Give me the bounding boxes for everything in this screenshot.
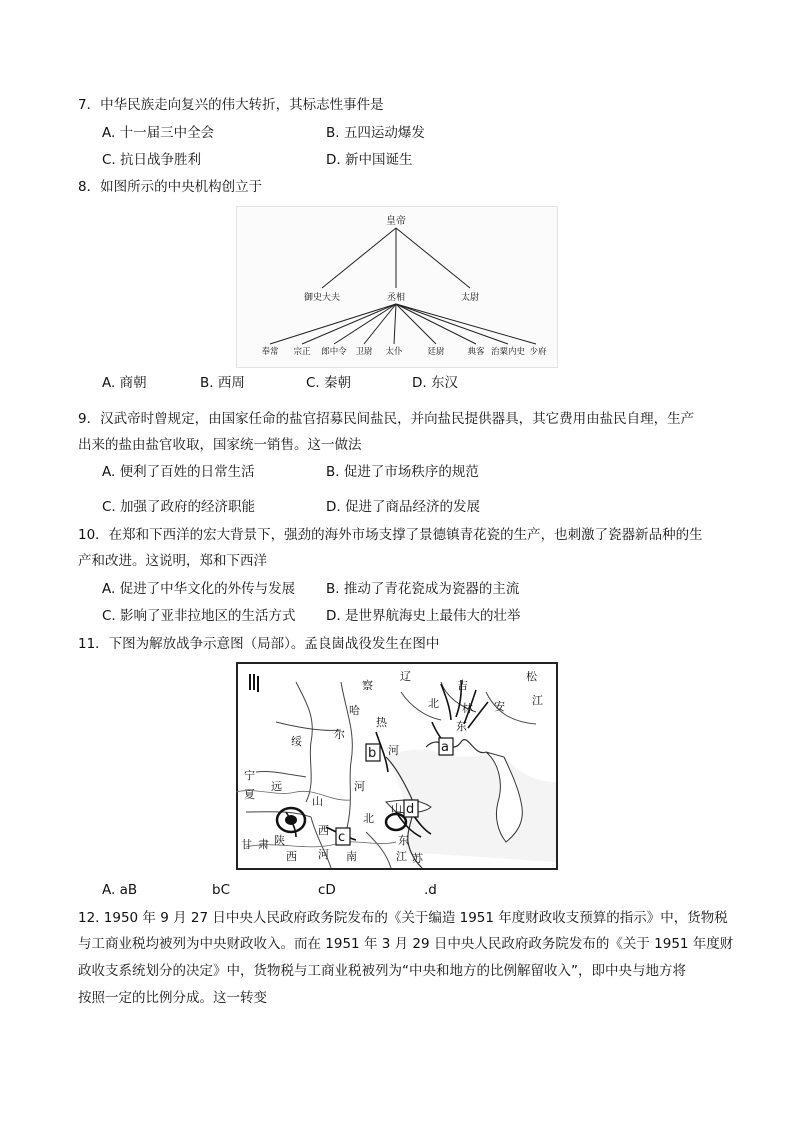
q9-option-b[interactable]: B. 促进了市场秩序的规范 <box>326 464 479 480</box>
map-marker-c: c <box>338 830 346 845</box>
question-7-stem: 7．中华民族走向复兴的伟大转折，其标志性事件是 <box>78 97 384 113</box>
map-label-he3: 河 <box>318 848 329 861</box>
question-12-line1: 12. 1950 年 9 月 27 日中央人民政府政务院发布的《关于编造 1951 年度财政收支预算的指示》中，货物税 <box>78 910 728 926</box>
question-10-stem-line1: 10．在郑和下西洋的宏大背景下，强劲的海外市场支撑了景德镇青花瓷的生产，也刺激了瓷器新品种的生 <box>78 527 703 543</box>
map-label-jiang2: 江 <box>396 850 407 863</box>
map-label-he1: 河 <box>354 780 365 793</box>
diagram-minister-4: 卫尉 <box>355 347 373 357</box>
q10-option-d[interactable]: D. 是世界航海史上最伟大的壮举 <box>326 608 521 624</box>
q11-option-c[interactable]: cD <box>318 882 336 898</box>
diagram-minister-8: 治粟内史 <box>490 347 526 357</box>
q11-option-a[interactable]: A. aB <box>102 882 138 898</box>
diagram-minister-1: 奉常 <box>261 347 279 357</box>
map-label-gan: 甘 <box>241 838 252 851</box>
map-label-song: 松 <box>526 670 537 683</box>
q7-option-b[interactable]: B. 五四运动爆发 <box>326 125 425 141</box>
map-label-sui: 绥 <box>291 735 302 748</box>
map-label-dong2: 东 <box>398 834 409 847</box>
map-marker-d: d <box>406 802 415 817</box>
diagram-censor: 御史大夫 <box>303 293 341 303</box>
question-12-line4: 按照一定的比例分成。这一转变 <box>78 990 267 1006</box>
question-12-line2: 与工商业税均被列为中央财政收入。而在 1951 年 3 月 29 日中央人民政府政务院发布的《关于 1951 年度财 <box>78 936 734 952</box>
diagram-commandant: 太尉 <box>460 293 480 303</box>
q9-option-d[interactable]: D. 促进了商品经济的发展 <box>326 499 480 515</box>
diagram-minister-6: 廷尉 <box>427 347 445 357</box>
diagram-minister-3: 郎中令 <box>321 347 347 357</box>
map-label-dong1: 东 <box>456 720 467 733</box>
map-label-su2: 苏 <box>412 852 423 865</box>
diagram-minister-7: 典客 <box>467 347 485 357</box>
map-marker-a: a <box>441 740 449 755</box>
q10-option-c[interactable]: C. 影响了亚非拉地区的生活方式 <box>102 608 296 624</box>
map-label-lin: 林 <box>462 702 473 715</box>
liberation-war-map <box>236 662 558 870</box>
diagram-minister-2: 宗正 <box>293 347 311 357</box>
q7-option-d[interactable]: D. 新中国诞生 <box>326 152 413 168</box>
map-label-xi1: 西 <box>286 850 297 863</box>
diagram-svg <box>236 206 558 368</box>
map-label-shan2: 山 <box>391 802 402 815</box>
map-marker-b: b <box>368 746 377 761</box>
q7-option-a[interactable]: A. 十一届三中全会 <box>102 125 215 141</box>
map-label-shaan: 陕 <box>274 834 285 847</box>
map-label-ji: 吉 <box>457 679 468 692</box>
q9-option-c[interactable]: C. 加强了政府的经济职能 <box>102 499 256 515</box>
map-svg <box>236 662 558 870</box>
map-label-bei1: 北 <box>363 812 374 825</box>
question-11-stem: 11．下图为解放战争示意图（局部）。孟良崮战役发生在图中 <box>78 636 440 652</box>
q7-option-c[interactable]: C. 抗日战争胜利 <box>102 152 202 168</box>
question-8-stem: 8．如图所示的中央机构创立于 <box>78 179 263 195</box>
q10-option-b[interactable]: B. 推动了青花瓷成为瓷器的主流 <box>326 581 520 597</box>
map-label-xia: 夏 <box>244 788 255 801</box>
q8-option-d[interactable]: D. 东汉 <box>412 375 458 391</box>
map-label-cha: 察 <box>362 679 373 692</box>
map-label-he2: 河 <box>388 744 399 757</box>
map-label-yuan: 远 <box>271 780 282 793</box>
q10-option-a[interactable]: A. 促进了中华文化的外传与发展 <box>102 581 296 597</box>
central-government-diagram <box>236 206 558 368</box>
map-label-er: 尔 <box>334 728 345 741</box>
map-label-bei2: 北 <box>428 697 439 710</box>
map-label-re: 热 <box>376 716 387 729</box>
q8-option-b[interactable]: B. 西周 <box>200 375 245 391</box>
q8-option-a[interactable]: A. 商朝 <box>102 375 147 391</box>
diagram-minister-9: 少府 <box>529 347 547 357</box>
diagram-minister-5: 太仆 <box>385 347 403 357</box>
map-label-xi2: 西 <box>318 824 329 837</box>
q8-option-c[interactable]: C. 秦朝 <box>306 375 352 391</box>
question-9-stem-line2: 出来的盐由盐官收取，国家统一销售。这一做法 <box>78 437 362 453</box>
q11-option-b[interactable]: bC <box>212 882 230 898</box>
map-label-liao: 辽 <box>400 670 411 683</box>
map-label-shan1: 山 <box>312 795 323 808</box>
question-10-stem-line2: 产和改进。这说明，郑和下西洋 <box>78 553 267 569</box>
map-label-ha: 哈 <box>349 704 360 717</box>
map-label-ning: 宁 <box>244 769 255 782</box>
q11-option-d[interactable]: .d <box>424 882 437 898</box>
question-12-line3: 政收支系统划分的决定》中，货物税与工商业税被列为“中央和地方的比例解留收入”，即中央与地方将 <box>78 963 686 979</box>
map-label-jiang1: 江 <box>532 694 543 707</box>
question-9-stem-line1: 9．汉武帝时曾规定，由国家任命的盐官招募民间盐民，并向盐民提供器具，其它费用由盐民自理，生产 <box>78 411 695 427</box>
map-label-an: 安 <box>494 700 505 713</box>
map-label-nan: 南 <box>346 850 357 863</box>
map-label-su: 肃 <box>258 838 269 851</box>
diagram-chancellor: 丞相 <box>386 293 406 303</box>
diagram-emperor: 皇帝 <box>386 216 406 227</box>
q9-option-a[interactable]: A. 便利了百姓的日常生活 <box>102 464 255 480</box>
